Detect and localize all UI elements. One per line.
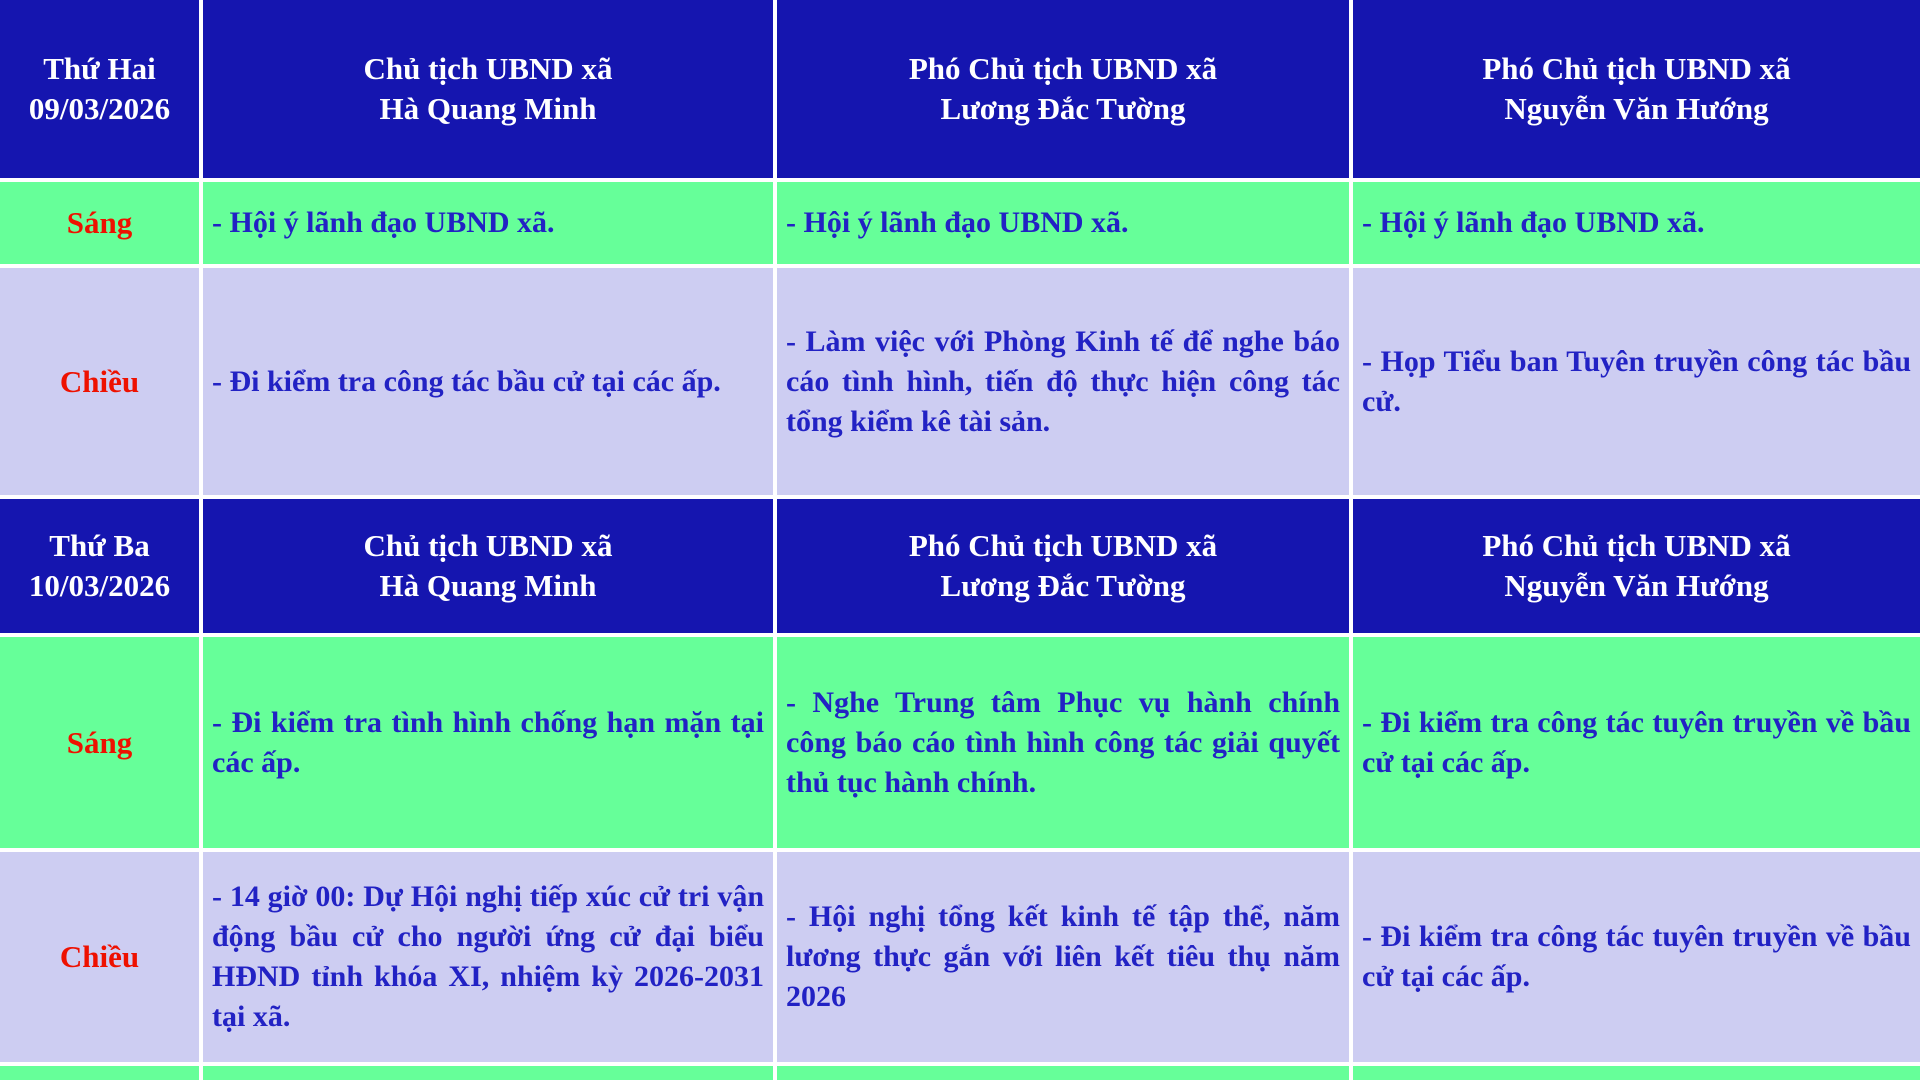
- schedule-entry: - Đi kiểm tra công tác tuyên truyền về bầu cử tại các ấp.: [1353, 637, 1920, 848]
- official-title: Chủ tịch UBND xã: [363, 51, 613, 86]
- schedule-entry: - 14 giờ 00: Dự Hội nghị tiếp xúc cử tri vận động bầu cử cho người ứng cử đại biểu HĐND tỉnh khóa XI, nhiệm kỳ 2026-2031 tại xã.: [203, 852, 773, 1062]
- session-label-morning: Sáng: [0, 637, 199, 848]
- official-name: Hà Quang Minh: [379, 91, 597, 126]
- day-date: 10/03/2026: [28, 568, 171, 603]
- schedule-entry: - Đi kiểm tra công tác bầu cử tại các ấp.: [203, 268, 773, 495]
- schedule-entry: - Hội nghị tổng kết kinh tế tập thể, năm lương thực gắn với liên kết tiêu thụ năm 2026: [777, 852, 1349, 1062]
- schedule-entry: - Hội ý lãnh đạo UBND xã.: [777, 182, 1349, 264]
- partial-next-row-cell: [777, 1066, 1349, 1080]
- official-header-cell: [203, 0, 773, 178]
- official-header-cell: [1353, 0, 1920, 178]
- official-name: Lương Đắc Tường: [940, 568, 1186, 603]
- day-label: Thứ Ba: [49, 528, 150, 563]
- day-date: 09/03/2026: [28, 91, 171, 126]
- official-name: Nguyễn Văn Hướng: [1504, 568, 1769, 603]
- official-title: Phó Chủ tịch UBND xã: [1482, 528, 1791, 563]
- official-title: Phó Chủ tịch UBND xã: [908, 51, 1218, 86]
- partial-next-row-cell: [1353, 1066, 1920, 1080]
- official-title: Phó Chủ tịch UBND xã: [908, 528, 1218, 563]
- official-title: Phó Chủ tịch UBND xã: [1482, 51, 1791, 86]
- partial-next-row-cell: [203, 1066, 773, 1080]
- official-header-cell: [777, 0, 1349, 178]
- schedule-entry: - Hội ý lãnh đạo UBND xã.: [1353, 182, 1920, 264]
- schedule-entry: - Hội ý lãnh đạo UBND xã.: [203, 182, 773, 264]
- schedule-entry: - Họp Tiểu ban Tuyên truyền công tác bầu cử.: [1353, 268, 1920, 495]
- official-header-cell: [1353, 499, 1920, 633]
- day-label: Thứ Hai: [43, 51, 156, 86]
- official-name: Hà Quang Minh: [379, 568, 597, 603]
- official-name: Nguyễn Văn Hướng: [1504, 91, 1769, 126]
- partial-next-row-cell: [0, 1066, 199, 1080]
- schedule-entry: - Đi kiểm tra công tác tuyên truyền về bầu cử tại các ấp.: [1353, 852, 1920, 1062]
- session-label-morning: Sáng: [0, 182, 199, 264]
- official-header-cell: [777, 499, 1349, 633]
- schedule-entry: - Làm việc với Phòng Kinh tế để nghe báo cáo tình hình, tiến độ thực hiện công tác tổng kiểm kê tài sản.: [777, 268, 1349, 495]
- schedule-entry: - Đi kiểm tra tình hình chống hạn mặn tại các ấp.: [203, 637, 773, 848]
- official-title: Chủ tịch UBND xã: [363, 528, 613, 563]
- session-label-afternoon: Chiều: [0, 852, 199, 1062]
- day-header-cell: [0, 0, 199, 178]
- official-header-cell: [203, 499, 773, 633]
- day-header-cell: [0, 499, 199, 633]
- session-label-afternoon: Chiều: [0, 268, 199, 495]
- official-name: Lương Đắc Tường: [940, 91, 1186, 126]
- schedule-entry: - Nghe Trung tâm Phục vụ hành chính công báo cáo tình hình công tác giải quyết thủ tục hành chính.: [777, 637, 1349, 848]
